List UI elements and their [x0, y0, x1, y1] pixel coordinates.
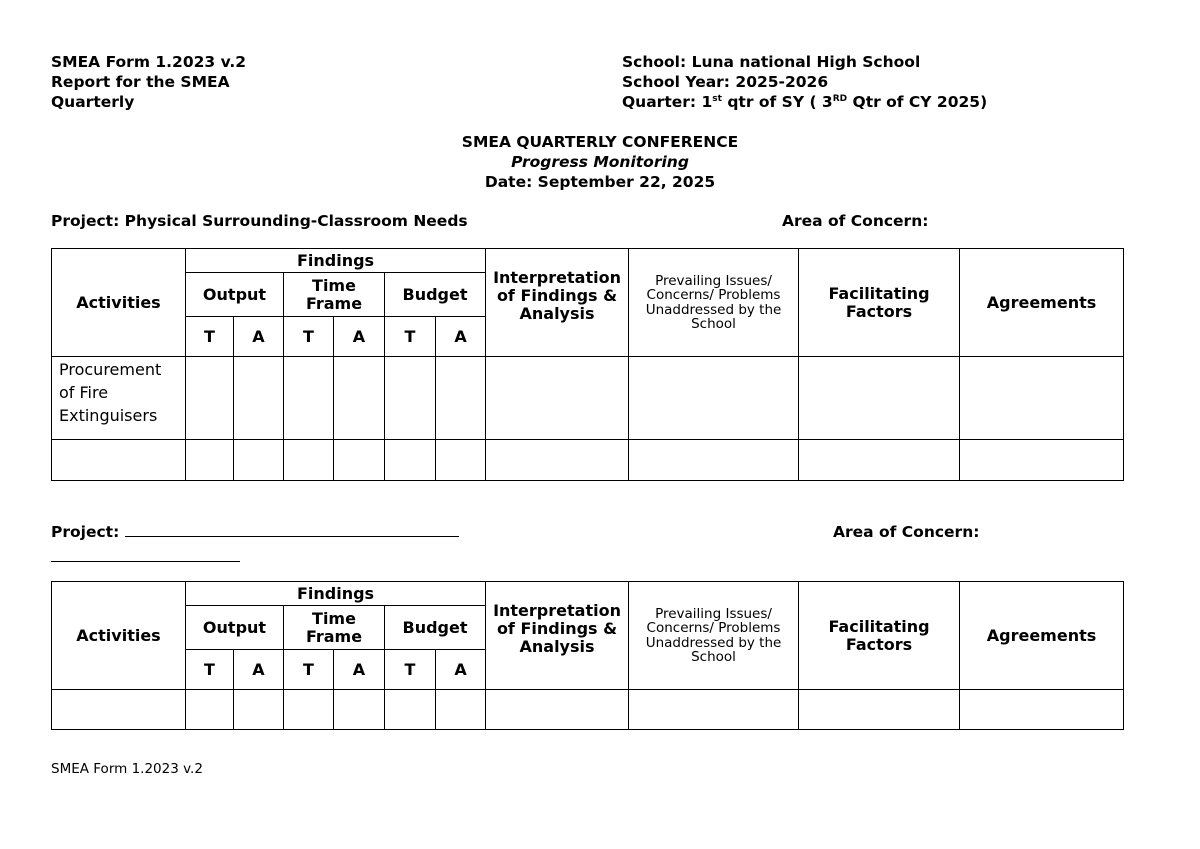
col-time-target: T: [284, 317, 334, 357]
col-prevailing-issues: Prevailing Issues/ Concerns/ Problems Unaddressed by the School: [629, 582, 799, 690]
table-row: [52, 690, 1124, 730]
col-budget: Budget: [385, 273, 486, 317]
table-cell: [799, 690, 960, 730]
activity-cell: Procurement of Fire Extinguisers: [52, 357, 186, 440]
table-cell: [234, 440, 284, 481]
project-2-area-label: Area of Concern:: [833, 523, 980, 541]
table-cell: [284, 440, 334, 481]
conference-date: Date: September 22, 2025: [484, 173, 716, 191]
col-prevailing-issues: Prevailing Issues/ Concerns/ Problems Unaddressed by the School: [629, 249, 799, 357]
table-cell: [234, 690, 284, 730]
table-cell: [486, 690, 629, 730]
col-budget-target: T: [385, 650, 436, 690]
school-name: School: Luna national High School: [622, 53, 921, 71]
report-line-1: Report for the SMEA: [51, 73, 230, 91]
table-cell: [960, 690, 1124, 730]
col-time-frame: Time Frame: [284, 273, 385, 317]
table-cell: [334, 357, 385, 440]
col-findings: Findings: [186, 582, 486, 606]
project-1-table: [51, 248, 1124, 481]
table-cell: [436, 690, 486, 730]
project-1-label: Project: Physical Surrounding-Classroom Needs: [51, 212, 468, 230]
col-facilitating-factors: Facilitating Factors: [799, 249, 960, 357]
col-time-actual: A: [334, 650, 385, 690]
footer-form-id: SMEA Form 1.2023 v.2: [51, 761, 203, 777]
col-budget-actual: A: [436, 650, 486, 690]
col-time-frame: Time Frame: [284, 606, 385, 650]
table-cell: [186, 357, 234, 440]
col-activities: Activities: [52, 249, 186, 357]
conference-subtitle: Progress Monitoring: [511, 153, 689, 171]
col-agreements: Agreements: [960, 582, 1124, 690]
project-2-line: [51, 522, 459, 542]
table-cell: [799, 357, 960, 440]
form-id: SMEA Form 1.2023 v.2: [51, 53, 247, 71]
col-output-target: T: [186, 317, 234, 357]
table-cell: [629, 440, 799, 481]
table-cell: [629, 690, 799, 730]
quarter-suffix: Qtr of CY 2025): [847, 93, 988, 111]
col-time-actual: A: [334, 317, 385, 357]
conference-title: SMEA QUARTERLY CONFERENCE: [461, 133, 739, 151]
report-line-2: Quarterly: [51, 93, 135, 111]
table-cell: [334, 440, 385, 481]
table-cell: [186, 440, 234, 481]
col-agreements: Agreements: [960, 249, 1124, 357]
table-cell: [486, 357, 629, 440]
activity-cell: [52, 440, 186, 481]
table-cell: [186, 690, 234, 730]
table-cell: [284, 357, 334, 440]
table-cell: [385, 357, 436, 440]
table-cell: [486, 440, 629, 481]
quarter-middle: qtr of SY ( 3: [721, 93, 833, 111]
table-cell: [334, 690, 385, 730]
col-facilitating-factors: Facilitating Factors: [799, 582, 960, 690]
quarter-sup-1: st: [712, 94, 722, 104]
col-findings: Findings: [186, 249, 486, 273]
table-cell: [385, 690, 436, 730]
table-row: [52, 357, 1124, 440]
project-2-blank: [125, 523, 459, 537]
quarter-line: [622, 92, 987, 112]
quarter-prefix: Quarter: 1: [622, 93, 713, 111]
table-cell: [960, 440, 1124, 481]
school-year: School Year: 2025-2026: [622, 73, 829, 91]
activity-cell: [52, 690, 186, 730]
col-output-target: T: [186, 650, 234, 690]
col-output: Output: [186, 273, 284, 317]
col-output: Output: [186, 606, 284, 650]
table-cell: [284, 690, 334, 730]
col-time-target: T: [284, 650, 334, 690]
table-row: [52, 440, 1124, 481]
col-output-actual: A: [234, 650, 284, 690]
table-cell: [436, 440, 486, 481]
col-activities: Activities: [52, 582, 186, 690]
header-right: [622, 52, 987, 112]
project-2-blank-continued: [51, 561, 240, 562]
table-cell: [960, 357, 1124, 440]
col-budget-target: T: [385, 317, 436, 357]
table-cell: [385, 440, 436, 481]
col-budget: Budget: [385, 606, 486, 650]
col-interpretation: Interpretation of Findings & Analysis: [486, 249, 629, 357]
table-cell: [436, 357, 486, 440]
table-cell: [799, 440, 960, 481]
project-2-table: [51, 581, 1124, 730]
col-interpretation: Interpretation of Findings & Analysis: [486, 582, 629, 690]
quarter-sup-2: RD: [832, 94, 848, 104]
table-cell: [629, 357, 799, 440]
col-output-actual: A: [234, 317, 284, 357]
table-cell: [234, 357, 284, 440]
project-2-label: Project:: [51, 523, 120, 541]
col-budget-actual: A: [436, 317, 486, 357]
header-left: [51, 52, 246, 112]
project-1-area-label: Area of Concern:: [782, 212, 929, 230]
